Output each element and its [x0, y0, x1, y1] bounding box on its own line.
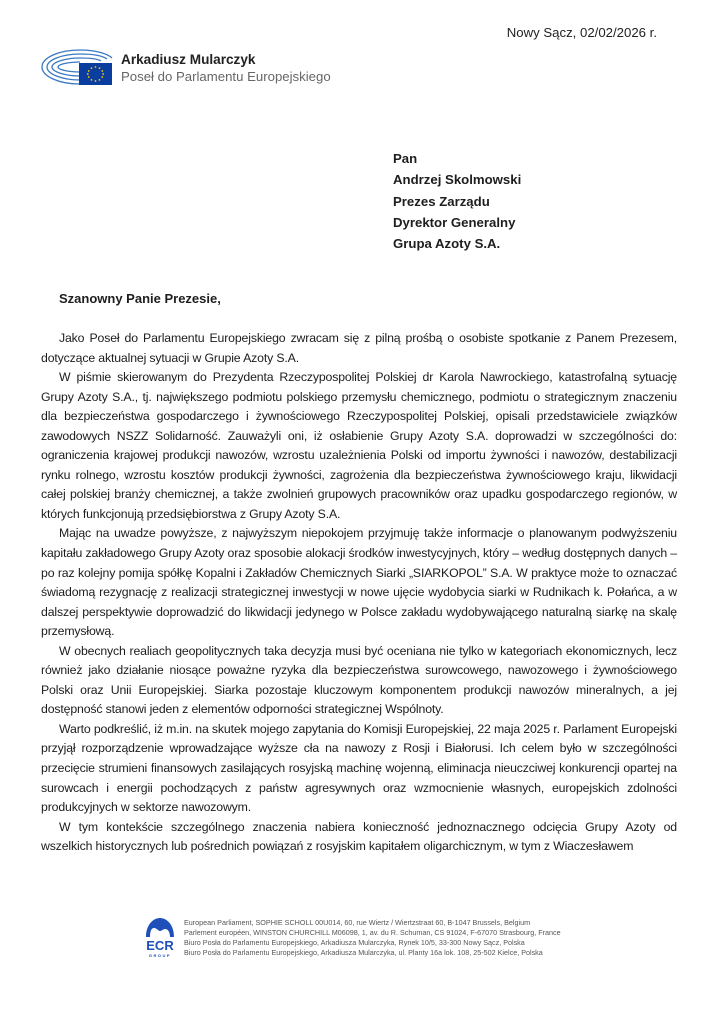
addressee-line: Prezes Zarządu [393, 193, 490, 209]
footer-line: Biuro Posła do Parlamentu Europejskiego, Arkadiusza Mularczyka, Rynek 10/5, 33-300 Nowy Sącz, Polska [184, 938, 525, 948]
addressee-line: Dyrektor Generalny [393, 214, 516, 230]
letter-body [41, 329, 677, 857]
addressee-block [393, 148, 521, 254]
ecr-logo-text: ECR [146, 938, 174, 953]
salutation: Szanowny Panie Prezesie, [59, 291, 221, 306]
addressee-line: Pan [393, 151, 418, 166]
sender-name: Arkadiusz Mularczyk [121, 52, 256, 67]
paragraph: W piśmie skierowanym do Prezydenta Rzeczypospolitej Polskiej dr Karola Nawrockiego, katastrofalną sytuację Grupy Azoty S.A., tj. największego podmiotu polskiego przemysłu chemicznego, podmiotu o strategicznym znaczeniu dla bezpieczeństwa gospodarczego i żywnościowego Rzeczypospolitej Polskiej, opisali przedstawiciele związków zawodowych NSZZ Solidarność. Zauważyli oni, iż osłabienie Grupy Azoty S.A. doprowadzi w szczególności do: ograniczenia krajowej produkcji nawozów, wzrostu uzależnienia Polski od importu żywności i nawozów, destabilizacji rynku rolnego, wzrostu kosztów produkcji żywności, zagrożenia dla bezpieczeństwa żywnościowego kraju, likwidacji całej polskiej branży chemicznej, a także zwolnień grupowych pracowników oraz upadku gospodarczego regionów, w których funkcjonują przedsiębiorstwa z Grupy Azoty S.A. [41, 370, 677, 521]
paragraph: Jako Poseł do Parlamentu Europejskiego zwracam się z pilną prośbą o osobiste spotkanie z Panem Prezesem, dotyczące aktualnej sytuacji w Grupie Azoty S.A. [41, 331, 677, 365]
footer-line: Biuro Posła do Parlamentu Europejskiego, Arkadiusza Mularczyka, ul. Planty 16a lok. 108, 25-502 Kielce, Polska [184, 948, 543, 958]
letter-date: Nowy Sącz, 02/02/2026 r. [506, 25, 657, 40]
ecr-group-logo-icon [143, 915, 177, 959]
paragraph: Warto podkreślić, iż m.in. na skutek mojego zapytania do Komisji Europejskiej, 22 maja 2025 r. Parlament Europejski przyjął rozporządzenie wprowadzające wyższe cła na nawozy z Rosji i Białorusi. Ich celem było w szczególności przecięcie strumieni finansowych zasilających rosyjską machinę wojenną, eliminacja nieuczciwej konkurencji opartej na surowcach i energii pochodzących z państw agresywnych oraz wzmocnienie własnych, europejskich zdolności produkcyjnych w sektorze nawozowym. [41, 721, 677, 815]
paragraph: Mając na uwadze powyższe, z najwyższym niepokojem przyjmuję także informacje o planowanym podwyższeniu kapitału zakładowego Grupy Azoty oraz sposobie alokacji środków inwestycyjnych, który – według dostępnych danych – po raz kolejny pomija spółkę Kopalni i Zakładów Chemicznych Siarki „SIARKOPOL” S.A. W praktyce może to oznaczać świadomą rezygnację z realizacji strategicznej inwestycji w nowe ujęcie wydobycia siarki w Rudnikach k. Połańca, a w dalszej perspektywie doprowadzić do likwidacji jedynego w Polsce zakładu wydobywającego naturalną siarkę na skalę przemysłową. [41, 526, 677, 639]
addressee-line: Andrzej Skolmowski [393, 172, 522, 188]
paragraph: W obecnych realiach geopolitycznych taka decyzja musi być oceniana nie tylko w kategoriach ekonomicznych, lecz również jako działanie niosące poważne ryzyka dla bezpieczeństwa surowcowego, nawozowego i żywnościowego Polski oraz Unii Europejskiej. Siarka pozostaje kluczowym komponentem produkcji nawozów mineralnych, a jej dostępność stanowi jeden z elementów odporności strategicznej Wspólnoty. [41, 643, 677, 717]
footer-addresses [184, 918, 561, 958]
ecr-logo-subtext: GROUP [148, 953, 172, 958]
footer-line: Parlement européen, WINSTON CHURCHILL M06098, 1, av. du R. Schuman, CS 91024, F-67070 Strasbourg, France [184, 928, 561, 938]
addressee-line: Grupa Azoty S.A. [393, 236, 501, 252]
paragraph: W tym kontekście szczególnego znaczenia nabiera konieczność jednoznacznego odcięcia Grupy Azoty od wszelkich historycznych lub pośrednich powiązań z rosyjskim kapitałem oligarchicznym, w tym z Wiaczesławem [41, 819, 677, 854]
european-parliament-logo-icon [40, 48, 120, 86]
sender-role: Poseł do Parlamentu Europejskiego [121, 69, 331, 84]
footer-line: European Parliament, SOPHIE SCHOLL 00U014, 60, rue Wiertz / Wiertzstraat 60, B-1047 Brussels, Belgium [184, 918, 531, 927]
